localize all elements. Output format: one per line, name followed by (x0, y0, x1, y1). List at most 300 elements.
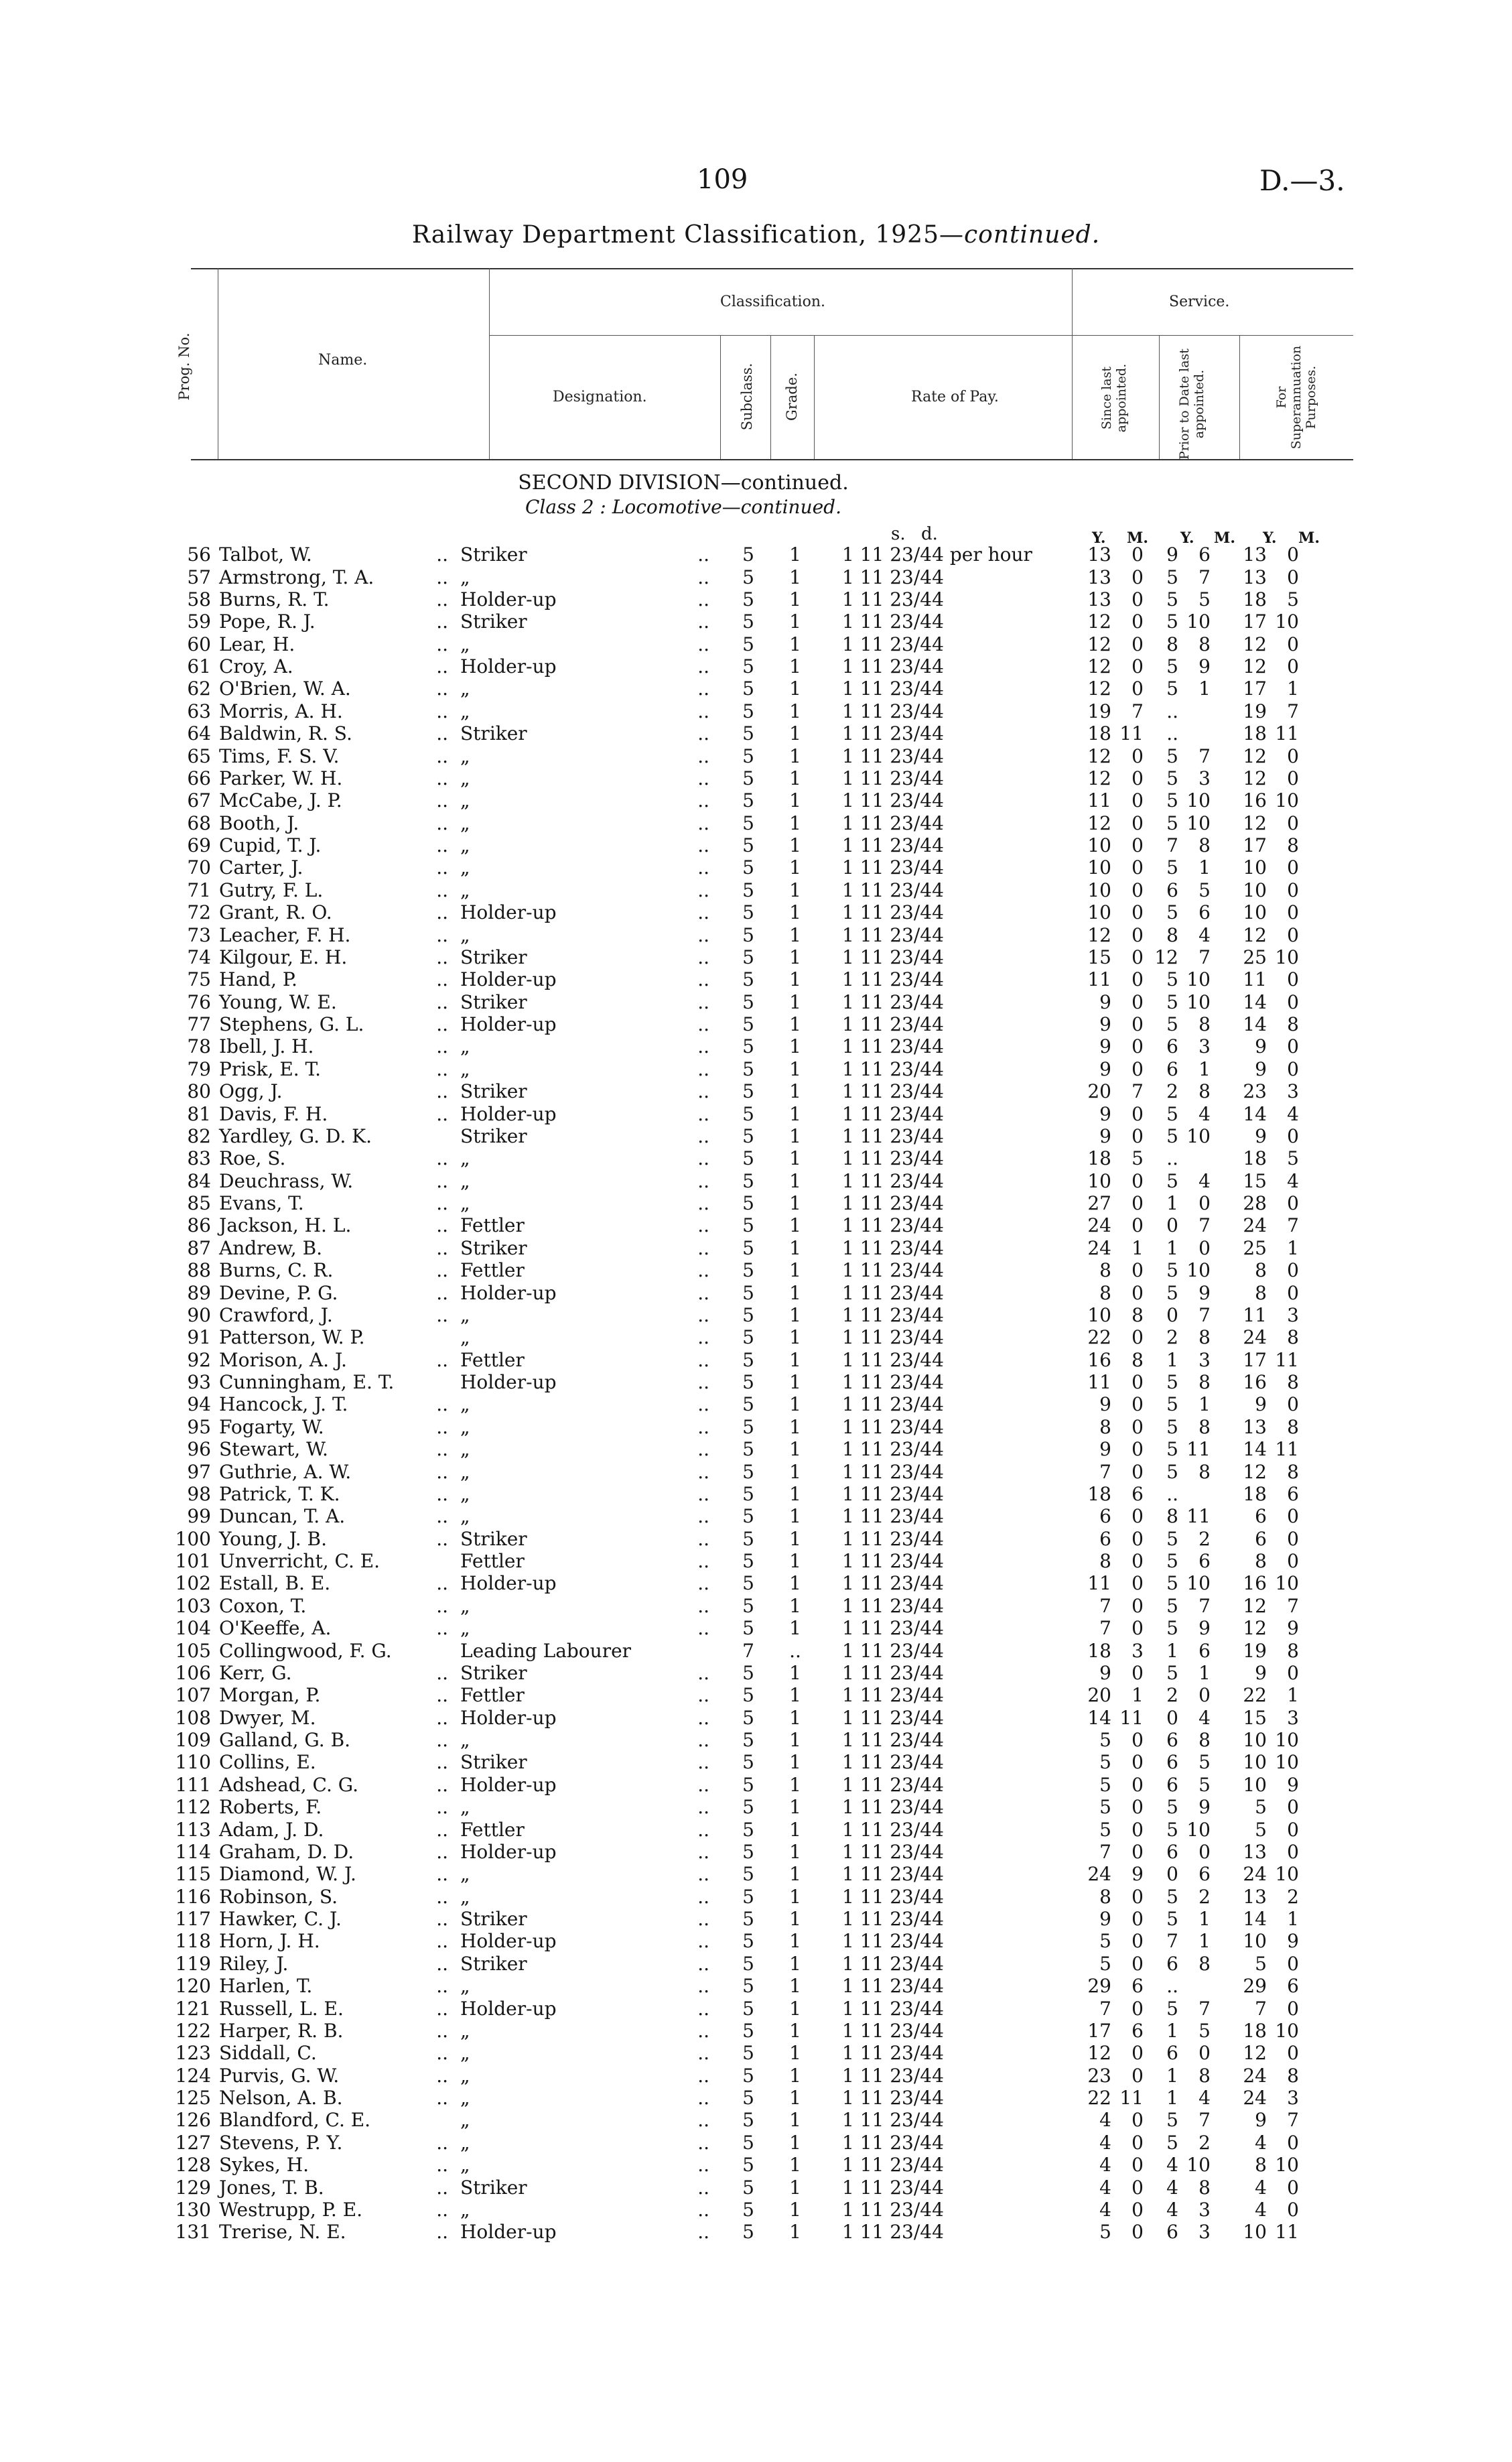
employee-name-cell (219, 2087, 460, 2109)
prior-years-cell (1144, 1416, 1178, 1438)
table-row (161, 2042, 1299, 2064)
leader-dots: .. (436, 1840, 448, 1863)
title-suffix: continued. (964, 221, 1101, 249)
super-years-cell (1211, 1170, 1267, 1192)
since-years: 24 (1087, 1863, 1111, 1886)
since-years: 12 (1087, 677, 1111, 700)
prior-years-cell (1144, 1214, 1178, 1236)
rate-of-pay: 1 11 23/44 (842, 1952, 944, 1975)
leader-dots: .. (436, 1617, 448, 1640)
super-years-cell (1211, 1080, 1267, 1102)
subclass-cell (721, 1035, 775, 1057)
since-years-cell (1077, 789, 1111, 812)
employee-name: Baldwin, R. S. (219, 722, 352, 745)
since-months-cell (1111, 610, 1144, 633)
leader-dots: .. (697, 767, 709, 789)
subclass: 7 (742, 1639, 754, 1662)
employee-name-cell (219, 655, 460, 677)
designation-cell (460, 767, 721, 789)
table-row (161, 856, 1299, 879)
prior-months-cell (1178, 1281, 1211, 1303)
super-months-cell (1267, 1170, 1299, 1192)
class-subtitle-text: Class 2 : Locomotive—continued. (525, 496, 841, 518)
rate-of-pay-cell (815, 1796, 1077, 1818)
unit-years-3: Y. (1263, 529, 1277, 547)
since-months: 0 (1131, 1818, 1144, 1841)
document-reference: D.—3. (1259, 164, 1345, 197)
superannuation-header: For Superannuation Purposes. (1274, 345, 1318, 450)
leader-dots: .. (436, 1952, 448, 1975)
employee-name-cell (219, 588, 460, 610)
since-years: 9 (1099, 1393, 1111, 1416)
prior-months-cell (1178, 1483, 1211, 1505)
super-months-cell (1267, 2020, 1299, 2042)
unit-months-2: M. (1214, 529, 1236, 547)
leader-dots: .. (697, 1326, 709, 1349)
super-years-cell (1211, 1684, 1267, 1706)
prior-years-cell (1144, 1147, 1178, 1169)
rate-of-pay: 1 11 23/44 (842, 1773, 944, 1796)
subclass-cell (721, 610, 775, 633)
since-years-cell (1077, 1617, 1111, 1639)
rate-of-pay: 1 11 23/44 (842, 1930, 944, 1953)
leader-dots: .. (436, 2019, 448, 2042)
rate-of-pay: 1 11 23/44 (842, 1863, 944, 1886)
super-months: 10 (1275, 2154, 1299, 2177)
super-months-cell (1267, 610, 1299, 633)
super-years: 10 (1243, 879, 1267, 901)
prog-no-cell (161, 1729, 219, 1751)
prog-no: 103 (175, 1594, 211, 1617)
employee-name-cell (219, 1751, 460, 1773)
prior-years-cell (1144, 1639, 1178, 1661)
grade-cell (775, 543, 815, 566)
subclass: 5 (742, 2019, 754, 2042)
grade-cell (775, 1908, 815, 1930)
prior-months-cell (1178, 1304, 1211, 1326)
prior-years: 6 (1166, 879, 1178, 901)
designation-header: Designation. (553, 389, 647, 405)
super-months-cell (1267, 1237, 1299, 1259)
prog-no-cell (161, 1147, 219, 1169)
super-months-cell (1267, 1438, 1299, 1460)
super-years: 19 (1243, 700, 1267, 722)
subclass-cell (721, 2065, 775, 2087)
grade-cell (775, 923, 815, 946)
leader-dots: .. (436, 1930, 448, 1953)
designation-cell (460, 566, 721, 588)
designation: „ (460, 633, 470, 655)
super-years: 9 (1255, 1661, 1267, 1684)
rate-of-pay: 1 11 23/44 (842, 968, 944, 991)
unit-years-2: Y. (1180, 529, 1194, 547)
subclass: 5 (742, 1326, 754, 1349)
prog-no-cell (161, 1572, 219, 1594)
prior-years-cell (1144, 901, 1178, 923)
employee-name: Galland, G. B. (219, 1729, 351, 1752)
leader-dots: .. (436, 1885, 448, 1908)
prog-no-cell (161, 1326, 219, 1348)
employee-name: Devine, P. G. (219, 1281, 338, 1304)
super-years: 15 (1243, 1169, 1267, 1192)
subclass-cell (721, 1102, 775, 1124)
designation: „ (460, 566, 470, 588)
super-months-cell (1267, 1393, 1299, 1415)
since-months: 11 (1119, 1706, 1144, 1729)
subclass-cell (721, 1908, 775, 1930)
prior-years-cell (1144, 1080, 1178, 1102)
leader-dots: .. (436, 1147, 448, 1170)
prior-months: 8 (1198, 1415, 1211, 1438)
leader-dots: .. (697, 1908, 709, 1931)
super-months: 0 (1287, 1550, 1299, 1573)
rate-of-pay-cell (815, 789, 1077, 812)
super-months: 1 (1287, 1908, 1299, 1931)
super-months: 0 (1287, 1259, 1299, 1282)
prior-months: 10 (1186, 1572, 1211, 1595)
designation-cell (460, 923, 721, 946)
since-years-cell (1077, 1349, 1111, 1371)
prior-years-cell (1144, 1617, 1178, 1639)
leader-dots: .. (697, 1415, 709, 1438)
employee-name: Burns, R. T. (219, 588, 330, 610)
since-months: 0 (1131, 856, 1144, 879)
grade-cell (775, 2065, 815, 2087)
prior-months-cell (1178, 633, 1211, 655)
prog-no: 89 (187, 1281, 211, 1304)
prior-months-cell (1178, 1953, 1211, 1975)
prior-months: 2 (1198, 1527, 1211, 1550)
since-months: 0 (1131, 1281, 1144, 1304)
prior-years: 5 (1166, 2109, 1178, 2132)
prior-months: 5 (1198, 1773, 1211, 1796)
table-row (161, 1438, 1299, 1460)
since-years: 17 (1087, 2019, 1111, 2042)
designation: „ (460, 2064, 470, 2087)
super-months: 0 (1287, 2131, 1299, 2154)
prog-no-cell (161, 1774, 219, 1796)
super-months: 0 (1287, 2198, 1299, 2221)
since-months-cell (1111, 789, 1144, 812)
super-years-cell (1211, 1505, 1267, 1527)
super-years-cell (1211, 1930, 1267, 1952)
prog-no-cell (161, 968, 219, 990)
grade-cell (775, 588, 815, 610)
employee-name-cell (219, 1035, 460, 1057)
since-years: 7 (1099, 1617, 1111, 1640)
prior-years-cell (1144, 2065, 1178, 2087)
grade: 1 (789, 610, 801, 633)
prior-years-cell (1144, 923, 1178, 946)
super-years-cell (1211, 2065, 1267, 2087)
since-years: 12 (1087, 812, 1111, 834)
grade-cell (775, 856, 815, 879)
rate-of-pay-cell (815, 1953, 1077, 1975)
since-years-cell (1077, 1639, 1111, 1661)
designation: „ (460, 700, 470, 722)
grade: 1 (789, 1438, 801, 1461)
since-months: 0 (1131, 1840, 1144, 1863)
since-years-cell (1077, 1841, 1111, 1863)
prog-no: 91 (187, 1326, 211, 1349)
prior-years-cell (1144, 610, 1178, 633)
grade-cell (775, 1192, 815, 1214)
rate-of-pay-cell (815, 812, 1077, 834)
super-months: 9 (1287, 1773, 1299, 1796)
super-months: 1 (1287, 1236, 1299, 1259)
prog-no: 99 (187, 1505, 211, 1528)
prog-no: 107 (175, 1684, 211, 1707)
subclass: 5 (742, 1729, 754, 1752)
since-months: 7 (1131, 1080, 1144, 1103)
prior-years: 0 (1166, 1863, 1178, 1886)
class-subtitle (0, 496, 1273, 518)
grade-cell (775, 1259, 815, 1281)
subclass-cell (721, 1796, 775, 1818)
since-months: 0 (1131, 1415, 1144, 1438)
classification-header: Classification. (720, 294, 825, 310)
super-years: 17 (1243, 677, 1267, 700)
employee-name-cell (219, 2154, 460, 2176)
prior-months: 0 (1198, 1192, 1211, 1215)
rate-of-pay: 1 11 23/44 (842, 1236, 944, 1259)
prog-no-cell (161, 1617, 219, 1639)
employee-name: Collingwood, F. G. (219, 1639, 392, 1662)
super-years: 7 (1255, 1997, 1267, 2020)
table-row (161, 2176, 1299, 2198)
prior-months-cell (1178, 1259, 1211, 1281)
prior-months-cell (1178, 1684, 1211, 1706)
table-row (161, 2132, 1299, 2154)
leader-dots: .. (436, 543, 448, 566)
subclass-cell (721, 991, 775, 1013)
designation: „ (460, 834, 470, 857)
since-years-cell (1077, 1013, 1111, 1035)
subclass-cell (721, 588, 775, 610)
rate-of-pay-cell (815, 610, 1077, 633)
since-years-cell (1077, 1908, 1111, 1930)
employee-name-cell (219, 856, 460, 879)
since-months-cell (1111, 923, 1144, 946)
prior-months: 6 (1198, 901, 1211, 924)
grade: 1 (789, 2042, 801, 2065)
employee-name-cell (219, 700, 460, 722)
designation: „ (460, 677, 470, 700)
designation: „ (460, 1303, 470, 1326)
since-months-cell (1111, 2132, 1144, 2154)
rate-of-pay-cell (815, 1393, 1077, 1415)
prior-months-cell (1178, 1617, 1211, 1639)
leader-dots: .. (697, 834, 709, 857)
prior-months: 3 (1198, 1035, 1211, 1058)
prog-no-cell (161, 1818, 219, 1840)
since-years: 7 (1099, 1460, 1111, 1483)
since-years-cell (1077, 566, 1111, 588)
super-years-cell (1211, 1483, 1267, 1505)
super-months-cell (1267, 1013, 1299, 1035)
designation: Fettler (460, 1259, 525, 1282)
grade-cell (775, 1684, 815, 1706)
since-years: 8 (1099, 1885, 1111, 1908)
rate-of-pay: 1 11 23/44 (842, 1326, 944, 1349)
prior-years: .. (1166, 1147, 1178, 1170)
employee-name: Stevens, P. Y. (219, 2131, 343, 2154)
subclass: 5 (742, 1952, 754, 1975)
super-months-cell (1267, 655, 1299, 677)
designation-cell (460, 1259, 721, 1281)
prior-years-cell (1144, 991, 1178, 1013)
super-months-cell (1267, 633, 1299, 655)
prior-years: 6 (1166, 1773, 1178, 1796)
designation: „ (460, 1975, 470, 1998)
prog-no: 125 (175, 2087, 211, 2110)
designation: „ (460, 1863, 470, 1886)
designation-cell (460, 2065, 721, 2087)
super-years-cell (1211, 2199, 1267, 2221)
leader-dots: .. (697, 1147, 709, 1170)
prior-years-cell (1144, 677, 1178, 700)
super-years-cell (1211, 1147, 1267, 1169)
prog-no: 81 (187, 1102, 211, 1125)
designation-cell (460, 1796, 721, 1818)
since-months: 0 (1131, 1393, 1144, 1416)
prior-years-cell (1144, 1953, 1178, 1975)
employee-name: Cunningham, E. T. (219, 1371, 395, 1394)
leader-dots: .. (436, 1192, 448, 1215)
prog-no-cell (161, 856, 219, 879)
rate-of-pay-cell (815, 700, 1077, 722)
table-row (161, 1259, 1299, 1281)
rate-of-pay: 1 11 23/44 (842, 2176, 944, 2199)
designation: „ (460, 1617, 470, 1640)
prior-months-cell (1178, 1818, 1211, 1840)
employee-name-cell (219, 744, 460, 767)
prog-no: 95 (187, 1415, 211, 1438)
designation: „ (460, 1169, 470, 1192)
since-years: 13 (1087, 566, 1111, 588)
grade: 1 (789, 1952, 801, 1975)
super-months-cell (1267, 789, 1299, 812)
grade-cell (775, 1349, 815, 1371)
since-years-cell (1077, 543, 1111, 566)
prior-years: 5 (1166, 1527, 1178, 1550)
since-months: 0 (1131, 1930, 1144, 1953)
rate-of-pay: 1 11 23/44 (842, 1840, 944, 1863)
employee-name: Burns, C. R. (219, 1259, 334, 1282)
since-years: 22 (1087, 2087, 1111, 2110)
prior-months-cell (1178, 1595, 1211, 1617)
since-years-cell (1077, 722, 1111, 744)
subclass-cell (721, 1886, 775, 1908)
designation-cell (460, 543, 721, 566)
prog-no-cell (161, 1281, 219, 1303)
prior-months-cell (1178, 1192, 1211, 1214)
prog-no: 73 (187, 923, 211, 946)
grade-cell (775, 1997, 815, 2019)
leader-dots: .. (436, 2176, 448, 2199)
rate-of-pay: 1 11 23/44 (842, 1751, 944, 1774)
grade-cell (775, 700, 815, 722)
grade-cell (775, 1886, 815, 1908)
super-months-cell (1267, 946, 1299, 968)
rate-of-pay-cell (815, 677, 1077, 700)
subclass-cell (721, 879, 775, 901)
prior-years: 5 (1166, 856, 1178, 879)
super-years: 10 (1243, 856, 1267, 879)
super-years-cell (1211, 767, 1267, 789)
prior-months: 6 (1198, 1863, 1211, 1886)
designation-cell (460, 2020, 721, 2042)
rate-of-pay-cell (815, 946, 1077, 968)
rate-of-pay-cell (815, 2109, 1077, 2131)
super-years-cell (1211, 1841, 1267, 1863)
super-months-cell (1267, 677, 1299, 700)
grade: 1 (789, 655, 801, 678)
grade-cell (775, 1528, 815, 1550)
subclass-cell (721, 901, 775, 923)
super-months: 0 (1287, 990, 1299, 1013)
super-months: 0 (1287, 1952, 1299, 1975)
table-row (161, 1080, 1299, 1102)
since-months-cell (1111, 1147, 1144, 1169)
prior-years: 5 (1166, 566, 1178, 588)
super-months-cell (1267, 1304, 1299, 1326)
subclass-cell (721, 1349, 775, 1371)
leader-dots: .. (697, 1550, 709, 1573)
since-years-cell (1077, 1505, 1111, 1527)
since-months-cell (1111, 834, 1144, 856)
prior-years: .. (1166, 1975, 1178, 1998)
super-years-cell (1211, 1528, 1267, 1550)
subclass-cell (721, 1259, 775, 1281)
prior-months: 0 (1198, 2042, 1211, 2065)
since-months: 6 (1131, 2019, 1144, 2042)
since-months-cell (1111, 1349, 1144, 1371)
employee-name: Harper, R. B. (219, 2019, 344, 2042)
leader-dots: .. (697, 633, 709, 655)
subclass: 5 (742, 834, 754, 857)
since-months: 0 (1131, 1169, 1144, 1192)
grade-cell (775, 2109, 815, 2131)
super-months: 5 (1287, 588, 1299, 610)
prior-months: 7 (1198, 744, 1211, 767)
super-months-cell (1267, 968, 1299, 990)
subclass: 5 (742, 789, 754, 812)
employee-name: Blandford, C. E. (219, 2109, 371, 2132)
employee-name-cell (219, 1125, 460, 1147)
subclass-cell (721, 1774, 775, 1796)
rate-of-pay: 1 11 23/44 (842, 1460, 944, 1483)
super-months: 10 (1275, 789, 1299, 812)
prior-years: 8 (1166, 1505, 1178, 1528)
prior-years: 5 (1166, 744, 1178, 767)
prior-months-cell (1178, 1460, 1211, 1482)
rate-of-pay-cell (815, 1192, 1077, 1214)
designation-cell (460, 1147, 721, 1169)
subclass: 5 (742, 1281, 754, 1304)
super-years: 14 (1243, 1102, 1267, 1125)
subclass: 5 (742, 722, 754, 745)
subclass: 5 (742, 2176, 754, 2199)
employee-name: Collins, E. (219, 1751, 316, 1774)
prior-months: 11 (1186, 1505, 1211, 1528)
since-years-cell (1077, 767, 1111, 789)
since-years: 6 (1099, 1505, 1111, 1528)
prog-no-cell (161, 2199, 219, 2221)
prior-years-cell (1144, 1930, 1178, 1952)
employee-name: Coxon, T. (219, 1594, 307, 1617)
super-years: 9 (1255, 1057, 1267, 1080)
